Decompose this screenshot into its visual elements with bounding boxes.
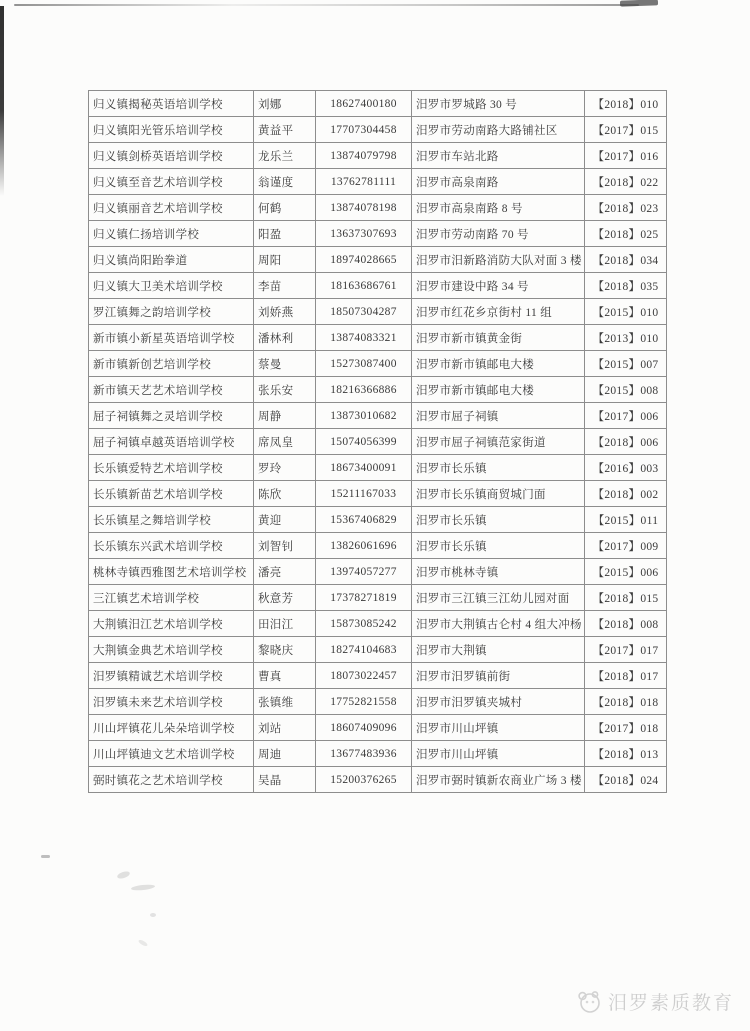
address-cell: 汨罗市高泉南路 — [412, 169, 585, 195]
school-name-cell: 长乐镇东兴武术培训学校 — [89, 533, 254, 559]
school-name-cell: 归义镇剑桥英语培训学校 — [89, 143, 254, 169]
license-number-cell: 【2018】002 — [585, 481, 667, 507]
license-number-cell: 【2013】010 — [585, 325, 667, 351]
scan-smudge — [138, 939, 149, 947]
table-row — [89, 767, 667, 793]
address-cell: 汨罗市长乐镇商贸城门面 — [412, 481, 585, 507]
school-name-cell: 新市镇新创艺培训学校 — [89, 351, 254, 377]
phone-number-cell: 15200376265 — [316, 767, 412, 793]
license-number-cell: 【2018】010 — [585, 91, 667, 117]
scan-smudge — [116, 870, 130, 880]
table-row — [89, 507, 667, 533]
phone-number-cell: 13874078198 — [316, 195, 412, 221]
contact-name-cell: 席凤皇 — [254, 429, 316, 455]
license-number-cell: 【2018】018 — [585, 689, 667, 715]
address-cell: 汨罗市汨罗镇夹城村 — [412, 689, 585, 715]
license-number-cell: 【2015】006 — [585, 559, 667, 585]
contact-name-cell: 周阳 — [254, 247, 316, 273]
table-row — [89, 533, 667, 559]
license-number-cell: 【2018】006 — [585, 429, 667, 455]
school-name-cell: 桃林寺镇西雅图艺术培训学校 — [89, 559, 254, 585]
table-row — [89, 169, 667, 195]
phone-number-cell: 18974028665 — [316, 247, 412, 273]
address-cell: 汨罗市车站北路 — [412, 143, 585, 169]
address-cell: 汨罗市长乐镇 — [412, 507, 585, 533]
table-row — [89, 637, 667, 663]
phone-number-cell: 17378271819 — [316, 585, 412, 611]
license-number-cell: 【2017】009 — [585, 533, 667, 559]
table-row — [89, 403, 667, 429]
phone-number-cell: 13762781111 — [316, 169, 412, 195]
school-name-cell: 汨罗镇未来艺术培训学校 — [89, 689, 254, 715]
contact-name-cell: 吴晶 — [254, 767, 316, 793]
school-name-cell: 长乐镇星之舞培训学校 — [89, 507, 254, 533]
license-number-cell: 【2017】018 — [585, 715, 667, 741]
phone-number-cell: 18673400091 — [316, 455, 412, 481]
contact-name-cell: 蔡曼 — [254, 351, 316, 377]
contact-name-cell: 张镇维 — [254, 689, 316, 715]
phone-number-cell: 18073022457 — [316, 663, 412, 689]
contact-name-cell: 田汨江 — [254, 611, 316, 637]
phone-number-cell: 13873010682 — [316, 403, 412, 429]
address-cell: 汨罗市新市镇邮电大楼 — [412, 377, 585, 403]
table-row — [89, 377, 667, 403]
phone-number-cell: 18507304287 — [316, 299, 412, 325]
table-row — [89, 351, 667, 377]
table-row — [89, 585, 667, 611]
school-name-cell: 屈子祠镇舞之灵培训学校 — [89, 403, 254, 429]
table-row — [89, 247, 667, 273]
contact-name-cell: 周静 — [254, 403, 316, 429]
license-number-cell: 【2017】006 — [585, 403, 667, 429]
school-name-cell: 归义镇至音艺术培训学校 — [89, 169, 254, 195]
table-row — [89, 325, 667, 351]
license-number-cell: 【2018】035 — [585, 273, 667, 299]
table-row — [89, 273, 667, 299]
license-number-cell: 【2018】025 — [585, 221, 667, 247]
footer-watermark — [573, 988, 734, 1015]
watermark-text: 汨罗素质教育 — [607, 993, 734, 1014]
license-number-cell: 【2016】003 — [585, 455, 667, 481]
address-cell: 汨罗市建设中路 34 号 — [412, 273, 585, 299]
license-number-cell: 【2015】008 — [585, 377, 667, 403]
contact-name-cell: 张乐安 — [254, 377, 316, 403]
school-name-cell: 归义镇尚阳跆拳道 — [89, 247, 254, 273]
phone-number-cell: 18607409096 — [316, 715, 412, 741]
contact-name-cell: 罗玲 — [254, 455, 316, 481]
license-number-cell: 【2018】013 — [585, 741, 667, 767]
school-name-cell: 罗江镇舞之韵培训学校 — [89, 299, 254, 325]
address-cell: 汨罗市屈子祠镇 — [412, 403, 585, 429]
contact-name-cell: 刘智钊 — [254, 533, 316, 559]
school-name-cell: 大荆镇金典艺术培训学校 — [89, 637, 254, 663]
address-cell: 汨罗市劳动南路大路铺社区 — [412, 117, 585, 143]
school-name-cell: 汨罗镇精诚艺术培训学校 — [89, 663, 254, 689]
license-number-cell: 【2018】024 — [585, 767, 667, 793]
address-cell: 汨罗市川山坪镇 — [412, 741, 585, 767]
table-row — [89, 299, 667, 325]
license-number-cell: 【2017】015 — [585, 117, 667, 143]
address-cell: 汨罗市汨罗镇前街 — [412, 663, 585, 689]
contact-name-cell: 翁谨度 — [254, 169, 316, 195]
table-row — [89, 663, 667, 689]
phone-number-cell: 15367406829 — [316, 507, 412, 533]
phone-number-cell: 18163686761 — [316, 273, 412, 299]
contact-name-cell: 刘娇燕 — [254, 299, 316, 325]
school-name-cell: 归义镇揭秘英语培训学校 — [89, 91, 254, 117]
contact-name-cell: 潘亮 — [254, 559, 316, 585]
contact-name-cell: 刘娜 — [254, 91, 316, 117]
table-row — [89, 221, 667, 247]
school-name-cell: 归义镇阳光管乐培训学校 — [89, 117, 254, 143]
contact-name-cell: 黎晓庆 — [254, 637, 316, 663]
address-cell: 汨罗市高泉南路 8 号 — [412, 195, 585, 221]
license-number-cell: 【2015】010 — [585, 299, 667, 325]
scan-smudge — [41, 855, 50, 858]
license-number-cell: 【2015】011 — [585, 507, 667, 533]
license-number-cell: 【2017】016 — [585, 143, 667, 169]
phone-number-cell: 13974057277 — [316, 559, 412, 585]
table-row — [89, 741, 667, 767]
phone-number-cell: 18274104683 — [316, 637, 412, 663]
address-cell: 汨罗市川山坪镇 — [412, 715, 585, 741]
address-cell: 汨罗市三江镇三江幼儿园对面 — [412, 585, 585, 611]
contact-name-cell: 曹真 — [254, 663, 316, 689]
address-cell: 汨罗市汨新路消防大队对面 3 楼 — [412, 247, 585, 273]
school-name-cell: 长乐镇爱特艺术培训学校 — [89, 455, 254, 481]
license-number-cell: 【2018】008 — [585, 611, 667, 637]
address-cell: 汨罗市新市镇黄金街 — [412, 325, 585, 351]
table-row — [89, 715, 667, 741]
contact-name-cell: 陈欣 — [254, 481, 316, 507]
contact-name-cell: 刘站 — [254, 715, 316, 741]
address-cell: 汨罗市长乐镇 — [412, 455, 585, 481]
table-row — [89, 91, 667, 117]
address-cell: 汨罗市红花乡京街村 11 组 — [412, 299, 585, 325]
contact-name-cell: 潘林利 — [254, 325, 316, 351]
contact-name-cell: 李苗 — [254, 273, 316, 299]
school-name-cell: 川山坪镇花儿朵朵培训学校 — [89, 715, 254, 741]
address-cell: 汨罗市罗城路 30 号 — [412, 91, 585, 117]
phone-number-cell: 13677483936 — [316, 741, 412, 767]
license-number-cell: 【2018】034 — [585, 247, 667, 273]
school-name-cell: 长乐镇新苗艺术培训学校 — [89, 481, 254, 507]
address-cell: 汨罗市新市镇邮电大楼 — [412, 351, 585, 377]
contact-name-cell: 龙乐兰 — [254, 143, 316, 169]
phone-number-cell: 18216366886 — [316, 377, 412, 403]
table-row — [89, 429, 667, 455]
school-name-cell: 归义镇大卫美术培训学校 — [89, 273, 254, 299]
phone-number-cell: 15074056399 — [316, 429, 412, 455]
phone-number-cell: 13874079798 — [316, 143, 412, 169]
contact-name-cell: 黄迎 — [254, 507, 316, 533]
phone-number-cell: 17752821558 — [316, 689, 412, 715]
table-row — [89, 611, 667, 637]
phone-number-cell: 13637307693 — [316, 221, 412, 247]
contact-name-cell: 何鹤 — [254, 195, 316, 221]
table-row — [89, 143, 667, 169]
license-number-cell: 【2018】017 — [585, 663, 667, 689]
school-name-cell: 弼时镇花之艺术培训学校 — [89, 767, 254, 793]
contact-name-cell: 周迪 — [254, 741, 316, 767]
table-row — [89, 195, 667, 221]
license-number-cell: 【2018】023 — [585, 195, 667, 221]
training-schools-table-body — [89, 91, 667, 793]
address-cell: 汨罗市屈子祠镇范家街道 — [412, 429, 585, 455]
phone-number-cell: 13874083321 — [316, 325, 412, 351]
scan-smudge — [150, 913, 156, 917]
license-number-cell: 【2018】022 — [585, 169, 667, 195]
phone-number-cell: 13826061696 — [316, 533, 412, 559]
address-cell: 汨罗市大荆镇古仑村 4 组大冲杨 — [412, 611, 585, 637]
scan-smudge — [131, 884, 155, 891]
school-name-cell: 屈子祠镇卓越英语培训学校 — [89, 429, 254, 455]
school-name-cell: 川山坪镇迪文艺术培训学校 — [89, 741, 254, 767]
school-name-cell: 大荆镇汨江艺术培训学校 — [89, 611, 254, 637]
license-number-cell: 【2017】017 — [585, 637, 667, 663]
address-cell: 汨罗市桃林寺镇 — [412, 559, 585, 585]
phone-number-cell: 18627400180 — [316, 91, 412, 117]
scan-artifact-left-edge — [0, 6, 4, 196]
panda-logo-icon — [573, 989, 603, 1015]
license-number-cell: 【2018】015 — [585, 585, 667, 611]
license-number-cell: 【2015】007 — [585, 351, 667, 377]
scan-artifact-top-right-mark — [620, 0, 658, 7]
contact-name-cell: 阳盈 — [254, 221, 316, 247]
scan-artifact-top-edge — [14, 4, 639, 6]
school-name-cell: 新市镇小新星英语培训学校 — [89, 325, 254, 351]
table-row — [89, 559, 667, 585]
table-row — [89, 481, 667, 507]
address-cell: 汨罗市弼时镇新农商业广场 3 楼 — [412, 767, 585, 793]
table-row — [89, 689, 667, 715]
phone-number-cell: 15273087400 — [316, 351, 412, 377]
school-name-cell: 三江镇艺术培训学校 — [89, 585, 254, 611]
contact-name-cell: 秋意芳 — [254, 585, 316, 611]
school-name-cell: 归义镇丽音艺术培训学校 — [89, 195, 254, 221]
training-schools-table — [88, 90, 667, 793]
phone-number-cell: 15873085242 — [316, 611, 412, 637]
phone-number-cell: 17707304458 — [316, 117, 412, 143]
address-cell: 汨罗市长乐镇 — [412, 533, 585, 559]
contact-name-cell: 黄益平 — [254, 117, 316, 143]
address-cell: 汨罗市劳动南路 70 号 — [412, 221, 585, 247]
phone-number-cell: 15211167033 — [316, 481, 412, 507]
table-row — [89, 117, 667, 143]
table-row — [89, 455, 667, 481]
address-cell: 汨罗市大荆镇 — [412, 637, 585, 663]
school-name-cell: 归义镇仁扬培训学校 — [89, 221, 254, 247]
school-name-cell: 新市镇天艺艺术培训学校 — [89, 377, 254, 403]
